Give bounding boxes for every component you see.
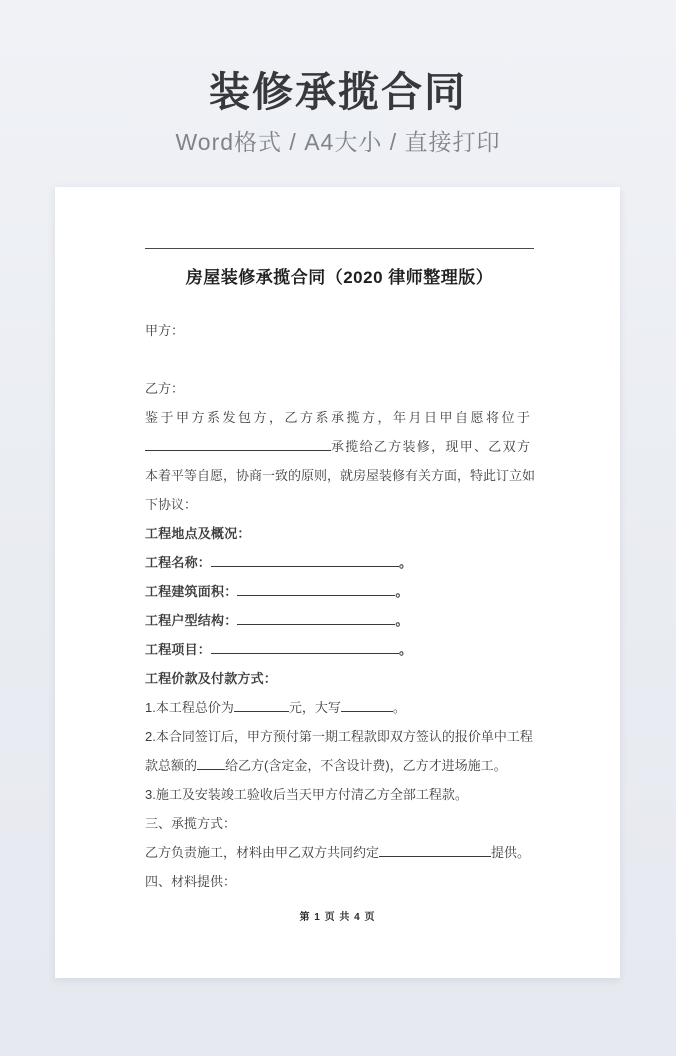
doc-line [145, 548, 534, 577]
doc-text: 1.本工程总价为 [145, 700, 234, 715]
doc-text: 鉴于甲方系发包方，乙方系承揽方，年月日甲自愿将位于 [145, 410, 533, 425]
doc-text: 。 [399, 642, 413, 657]
document-title: 房屋装修承揽合同（2020 律师整理版） [185, 268, 494, 287]
blank-underline [341, 700, 393, 712]
doc-text: 。 [395, 613, 409, 628]
blank-underline [237, 613, 395, 625]
doc-line [145, 722, 534, 751]
doc-line [145, 751, 534, 780]
doc-line [145, 432, 534, 461]
document-page [55, 187, 620, 978]
doc-text: 工程价款及付款方式： [145, 671, 278, 686]
doc-line [145, 693, 534, 722]
doc-text: 提供。 [491, 845, 531, 860]
doc-text: 承揽给乙方装修，现甲、乙双方 [331, 439, 532, 454]
doc-text: 乙方负责施工，材料由甲乙双方共同约定 [145, 845, 380, 860]
doc-line [145, 316, 534, 345]
doc-text: 。 [399, 555, 413, 570]
doc-line [145, 664, 534, 693]
doc-text: 款总额的 [145, 758, 198, 773]
doc-line [145, 403, 534, 432]
doc-line [145, 635, 534, 664]
doc-text: 三、承揽方式： [145, 816, 237, 831]
doc-text: 四、材料提供： [145, 874, 237, 889]
blank-underline [145, 439, 331, 451]
blank-underline [211, 555, 399, 567]
doc-text: 本着平等自愿，协商一致的原则，就房屋装修有关方面，特此订立如 [145, 468, 536, 483]
doc-line [145, 345, 534, 374]
hero-header [0, 0, 676, 157]
doc-text: 。 [395, 584, 409, 599]
doc-text: 2.本合同签订后，甲方预付第一期工程款即双方签认的报价单中工程 [145, 729, 533, 744]
hero-subtitle: Word格式 / A4大小 / 直接打印 [175, 129, 501, 156]
page-number-footer: 第 1 页 共 4 页 [299, 912, 376, 923]
divider-line [145, 248, 534, 249]
hero-title: 装修承揽合同 [209, 69, 467, 115]
doc-text: 下协议： [145, 497, 198, 512]
doc-line [145, 606, 534, 635]
doc-text: 工程地点及概况： [145, 526, 251, 541]
doc-line [145, 519, 534, 548]
doc-text: 工程户型结构： [145, 613, 238, 628]
doc-line [145, 809, 534, 838]
document-body [145, 316, 534, 896]
document-page-inner [55, 248, 620, 896]
doc-text: 工程建筑面积： [145, 584, 238, 599]
doc-text: 。 [392, 700, 406, 715]
doc-line [145, 577, 534, 606]
doc-text: 元，大写 [288, 700, 341, 715]
doc-text: 工程名称： [145, 555, 212, 570]
doc-line [145, 838, 534, 867]
blank-underline [237, 584, 395, 596]
blank-underline [211, 642, 399, 654]
doc-line [145, 461, 534, 490]
doc-text: 给乙方(含定金，不含设计费)，乙方才进场施工。 [225, 758, 507, 773]
doc-line [145, 867, 534, 896]
doc-line [145, 780, 534, 809]
doc-text: 乙方： [145, 381, 185, 396]
blank-underline [197, 758, 225, 770]
doc-line [145, 374, 534, 403]
doc-text: 3.施工及安装竣工验收后当天甲方付清乙方全部工程款。 [145, 787, 468, 802]
doc-text: 工程项目： [145, 642, 212, 657]
blank-underline [379, 845, 491, 857]
blank-underline [234, 700, 289, 712]
doc-text: 甲方： [145, 323, 185, 338]
doc-line [145, 490, 534, 519]
